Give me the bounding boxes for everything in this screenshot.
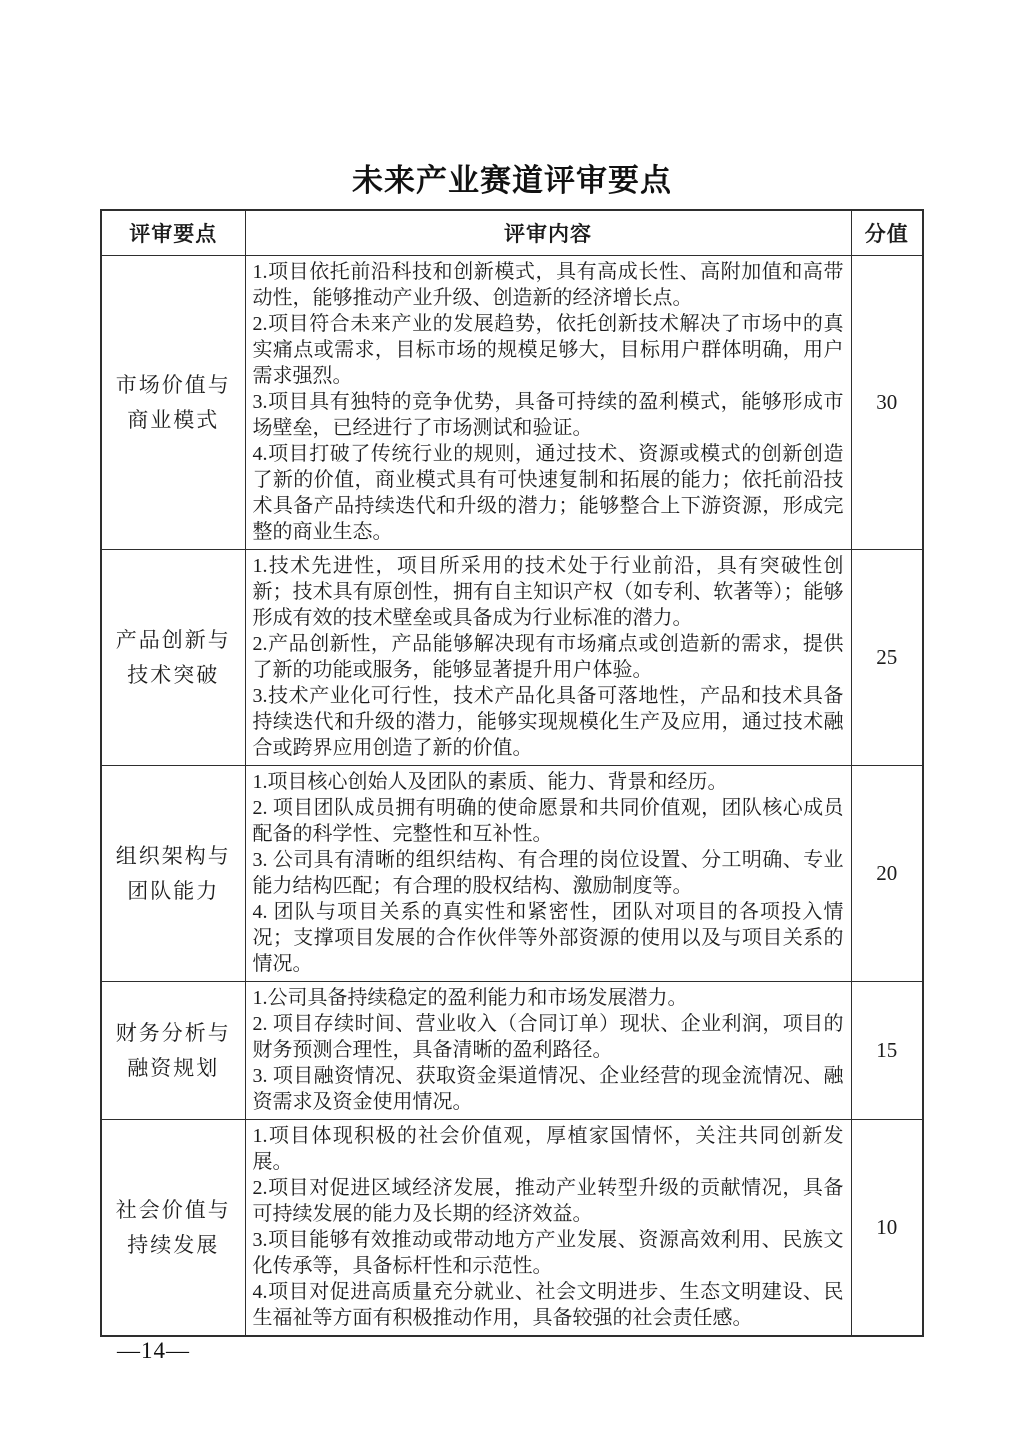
score-cell: 10 [851,1120,923,1337]
content-item: 2. 项目存续时间、营业收入（合同订单）现状、企业利润，项目的财务预测合理性，具备清晰的盈利路径。 [252,1013,844,1061]
criterion-line: 财务分析与 [115,1020,231,1045]
criterion-line: 组织架构与 [115,843,231,868]
table-row [101,766,923,982]
content-item: 3.项目能够有效推动或带动地方产业发展、资源高效利用、民族文化传承等，具备标杆性和示范性。 [252,1229,844,1277]
content-cell [245,550,851,766]
criterion-line: 产品创新与 [115,627,231,652]
table-row [101,550,923,766]
criterion-line: 持续发展 [127,1232,220,1257]
content-item: 4.项目对促进高质量充分就业、社会文明进步、生态文明建设、民生福祉等方面有积极推动作用，具备较强的社会责任感。 [252,1281,844,1329]
review-criteria-table [100,209,924,1337]
criterion-line: 融资规划 [127,1055,220,1080]
criterion-cell [101,550,245,766]
criterion-cell [101,256,245,550]
header-content: 评审内容 [245,210,851,256]
criterion-line: 社会价值与 [115,1197,231,1222]
content-cell [245,766,851,982]
header-score: 分值 [851,210,923,256]
content-item: 3. 项目融资情况、获取资金渠道情况、企业经营的现金流情况、融资需求及资金使用情况。 [252,1065,844,1113]
content-item: 2.产品创新性，产品能够解决现有市场痛点或创造新的需求，提供了新的功能或服务，能够显著提升用户体验。 [252,633,844,681]
content-item: 2.项目符合未来产业的发展趋势，依托创新技术解决了市场中的真实痛点或需求，目标市场的规模足够大，目标用户群体明确，用户需求强烈。 [252,313,844,387]
content-cell [245,1120,851,1337]
content-item: 1.项目依托前沿科技和创新模式，具有高成长性、高附加值和高带动性，能够推动产业升级、创造新的经济增长点。 [252,261,844,309]
content-item: 2. 项目团队成员拥有明确的使命愿景和共同价值观，团队核心成员配备的科学性、完整性和互补性。 [252,797,844,845]
content-item: 4. 团队与项目关系的真实性和紧密性，团队对项目的各项投入情况；支撑项目发展的合作伙伴等外部资源的使用以及与项目关系的情况。 [252,901,844,975]
content-item: 3.项目具有独特的竞争优势，具备可持续的盈利模式，能够形成市场壁垒，已经进行了市场测试和验证。 [252,391,844,439]
page-title: 未来产业赛道评审要点 [352,163,672,198]
criterion-cell [101,1120,245,1337]
content-item: 4.项目打破了传统行业的规则，通过技术、资源或模式的创新创造了新的价值，商业模式具有可快速复制和拓展的能力；依托前沿技术具备产品持续迭代和升级的潜力；能够整合上下游资源，形成完整的商业生态。 [252,443,844,543]
header-criterion: 评审要点 [101,210,245,256]
content-item: 3.技术产业化可行性，技术产品化具备可落地性，产品和技术具备持续迭代和升级的潜力，能够实现规模化生产及应用，通过技术融合或跨界应用创造了新的价值。 [252,685,844,759]
criterion-line: 技术突破 [127,662,220,687]
content-item: 1.项目核心创始人及团队的素质、能力、背景和经历。 [252,771,728,793]
content-item: 1.项目体现积极的社会价值观，厚植家国情怀，关注共同创新发展。 [252,1125,844,1173]
score-cell: 15 [851,982,923,1120]
criterion-cell [101,766,245,982]
content-item: 1.公司具备持续稳定的盈利能力和市场发展潜力。 [252,987,688,1009]
content-cell [245,256,851,550]
content-item: 2.项目对促进区域经济发展，推动产业转型升级的贡献情况，具备可持续发展的能力及长期的经济效益。 [252,1177,844,1225]
page-number: —14— [117,1338,190,1363]
criterion-cell [101,982,245,1120]
table-row [101,256,923,550]
criterion-line: 市场价值与 [115,372,231,397]
content-item: 1.技术先进性，项目所采用的技术处于行业前沿，具有突破性创新；技术具有原创性，拥有自主知识产权（如专利、软著等）；能够形成有效的技术壁垒或具备成为行业标准的潜力。 [252,555,844,629]
criterion-line: 团队能力 [127,878,220,903]
table-row [101,1120,923,1337]
score-cell: 20 [851,766,923,982]
table-row [101,982,923,1120]
criterion-line: 商业模式 [127,407,220,432]
table-body [101,256,923,1337]
score-cell: 25 [851,550,923,766]
content-item: 3. 公司具有清晰的组织结构、有合理的岗位设置、分工明确、专业能力结构匹配；有合理的股权结构、激励制度等。 [252,849,844,897]
table-header-row [101,210,923,256]
content-cell [245,982,851,1120]
score-cell: 30 [851,256,923,550]
